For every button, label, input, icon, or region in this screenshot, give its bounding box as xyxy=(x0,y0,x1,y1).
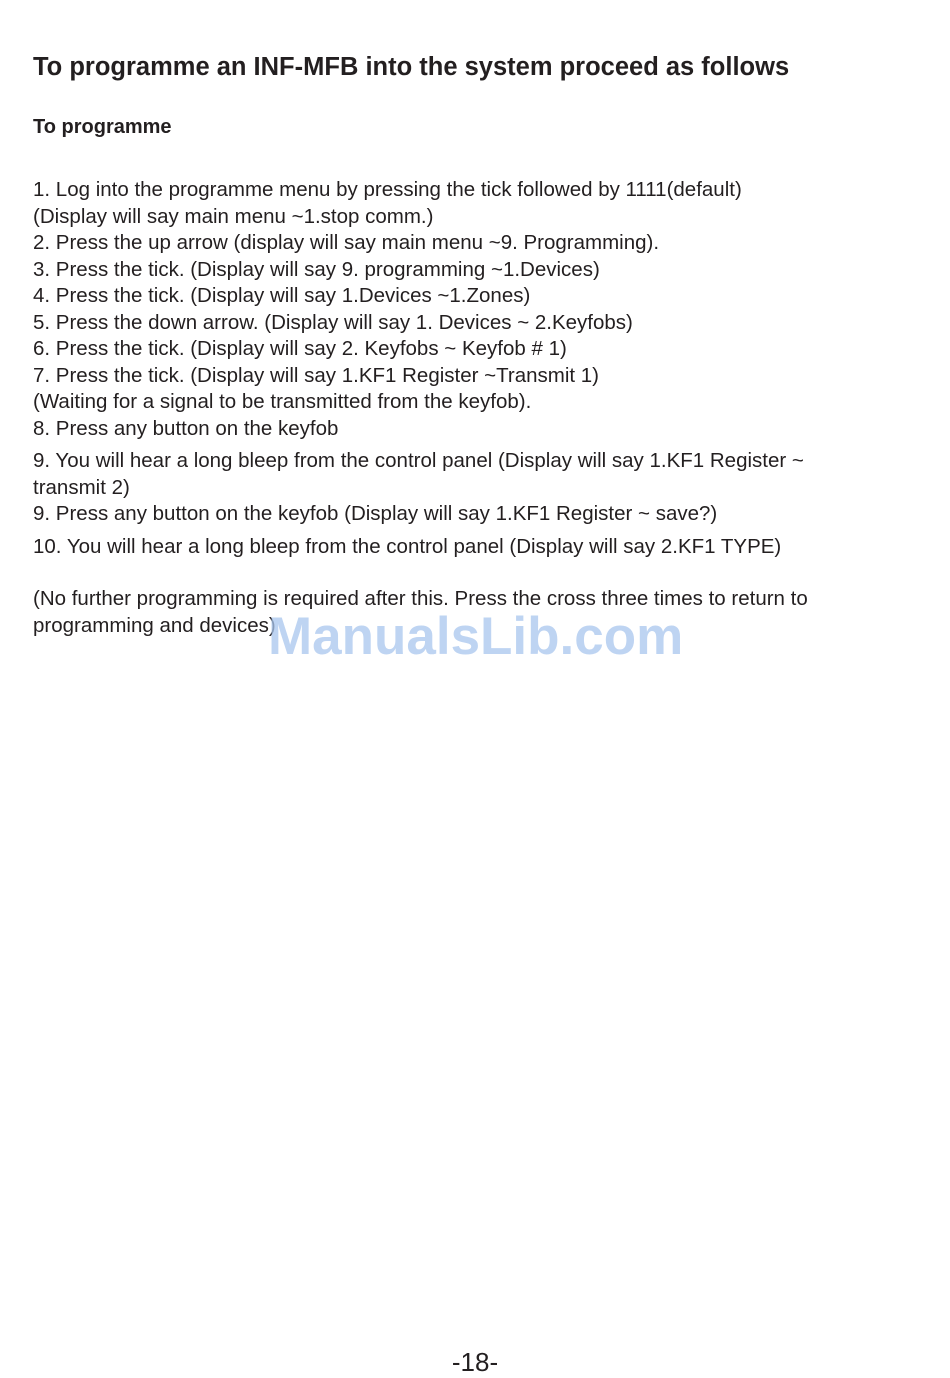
step-10-line: 10. You will hear a long bleep from the control panel (Display will say 2.KF1 TYPE) xyxy=(33,534,782,558)
step-9-save-line: 9. Press any button on the keyfob (Display will say 1.KF1 Register ~ save?) xyxy=(33,502,718,525)
step-2-line: 2. Press the up arrow (display will say main menu ~9. Programming). xyxy=(33,231,660,254)
manualslib-watermark: ManualsLib.com xyxy=(268,607,684,666)
programming-steps xyxy=(33,177,893,560)
step-6-line: 6. Press the tick. (Display will say 2. Keyfobs ~ Keyfob # 1) xyxy=(33,337,567,360)
step-5-line: 5. Press the down arrow. (Display will say 1. Devices ~ 2.Keyfobs) xyxy=(33,310,633,334)
step-9-transmit-line: transmit 2) xyxy=(33,475,130,499)
note-line-2: programming and devices) xyxy=(33,613,276,637)
step-8-line: 8. Press any button on the keyfob xyxy=(33,416,339,440)
note-line-1: (No further programming is required after this. Press the cross three times to return to xyxy=(33,587,808,610)
step-4-line: 4. Press the tick. (Display will say 1.Devices ~1.Zones) xyxy=(33,284,531,307)
step-7-line: 7. Press the tick. (Display will say 1.KF1 Register ~Transmit 1) xyxy=(33,363,600,387)
step-3-line: 3. Press the tick. (Display will say 9. programming ~1.Devices) xyxy=(33,257,600,281)
page-title: To programme an INF-MFB into the system proceed as follows xyxy=(33,53,790,81)
step-7-waiting-line: (Waiting for a signal to be transmitted from the keyfob). xyxy=(33,390,532,413)
step-9-bleep-line: 9. You will hear a long bleep from the control panel (Display will say 1.KF1 Register ~ xyxy=(33,449,804,472)
step-1-line: 1. Log into the programme menu by pressing the tick followed by 1111(default) xyxy=(33,178,742,201)
section-subtitle: To programme xyxy=(33,116,172,138)
step-1-display-line: (Display will say main menu ~1.stop comm.) xyxy=(33,204,434,228)
page-number: -18- xyxy=(451,1347,499,1377)
final-note xyxy=(33,586,913,639)
